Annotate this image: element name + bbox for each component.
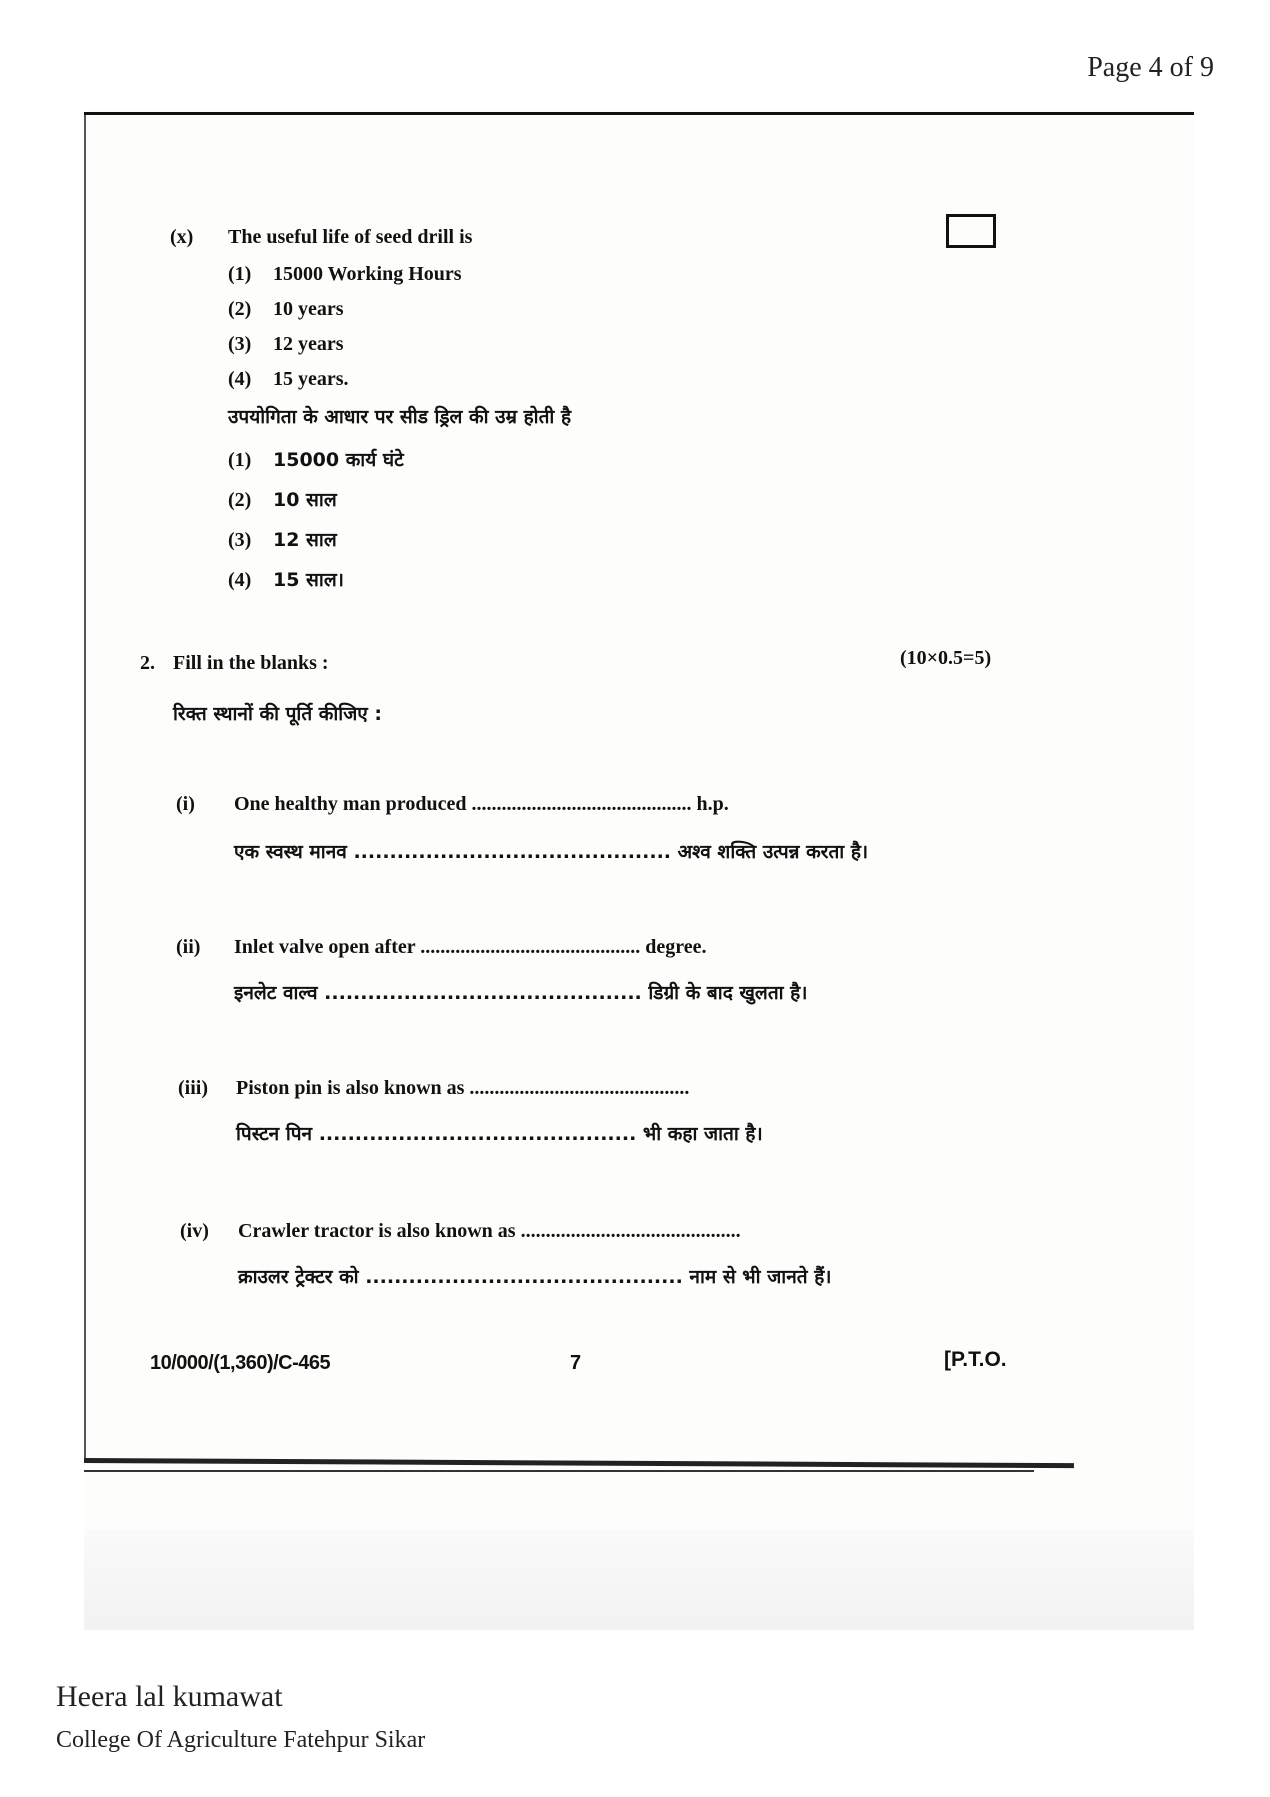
option-en-1: (1) 15000 Working Hours [228, 263, 462, 285]
blank-item-label: (iv) [180, 1220, 209, 1242]
faded-strip [84, 1530, 1194, 1630]
blank-item-label: (iii) [178, 1077, 208, 1099]
blank-item-hi: एक स्वस्थ मानव ............................................ अश्व शक्ति उत्पन्न करता है। [234, 841, 869, 863]
blank-item-hi: क्राउलर ट्रेक्टर को ............................................ नाम से भी जानते हैं। [238, 1266, 832, 1288]
option-en-4: (4) 15 years. [228, 368, 349, 390]
option-hi-1: (1) 15000 कार्य घंटे [228, 449, 404, 471]
question-label: (x) [170, 226, 194, 248]
paper-code: 10/000/(1,360)/C-465 [150, 1352, 331, 1374]
option-en-3: (3) 12 years [228, 333, 344, 355]
paper-page-number: 7 [570, 1352, 582, 1374]
question-text-en: The useful life of seed drill is [228, 226, 473, 248]
option-en-2: (2) 10 years [228, 298, 344, 320]
answer-box [946, 214, 996, 248]
option-hi-4: (4) 15 साल। [228, 569, 344, 591]
pto-label: [P.T.O. [944, 1348, 1007, 1371]
blank-item-hi: इनलेट वाल्व ............................................ डिग्री के बाद खुलता है। [234, 982, 808, 1004]
blank-item-en: Inlet valve open after ............................................ degree. [234, 936, 707, 958]
option-hi-3: (3) 12 साल [228, 529, 337, 551]
top-rule [84, 112, 1194, 115]
left-edge [84, 115, 86, 1460]
blank-item-label: (ii) [176, 936, 201, 958]
bottom-rule-secondary [84, 1470, 1034, 1472]
question-2-title-hi: रिक्त स्थानों की पूर्ति कीजिए : [173, 703, 383, 725]
question-2-label: 2. [140, 652, 155, 674]
option-hi-2: (2) 10 साल [228, 489, 337, 511]
question-2-title-en: Fill in the blanks : [173, 652, 329, 674]
blank-item-en: One healthy man produced ............................................ h.p. [234, 793, 729, 815]
page-number-label: Page 4 of 9 [1087, 52, 1214, 83]
blank-item-label: (i) [176, 793, 195, 815]
college-name: College Of Agriculture Fatehpur Sikar [56, 1727, 426, 1753]
author-name: Heera lal kumawat [56, 1680, 283, 1713]
blank-item-en: Piston pin is also known as ............................................ [236, 1077, 690, 1099]
question-text-hi: उपयोगिता के आधार पर सीड ड्रिल की उम्र होती है [228, 406, 572, 428]
blank-item-hi: पिस्टन पिन ............................................ भी कहा जाता है। [236, 1123, 763, 1145]
marks-label: (10×0.5=5) [900, 647, 992, 669]
blank-item-en: Crawler tractor is also known as ............................................ [238, 1220, 741, 1242]
